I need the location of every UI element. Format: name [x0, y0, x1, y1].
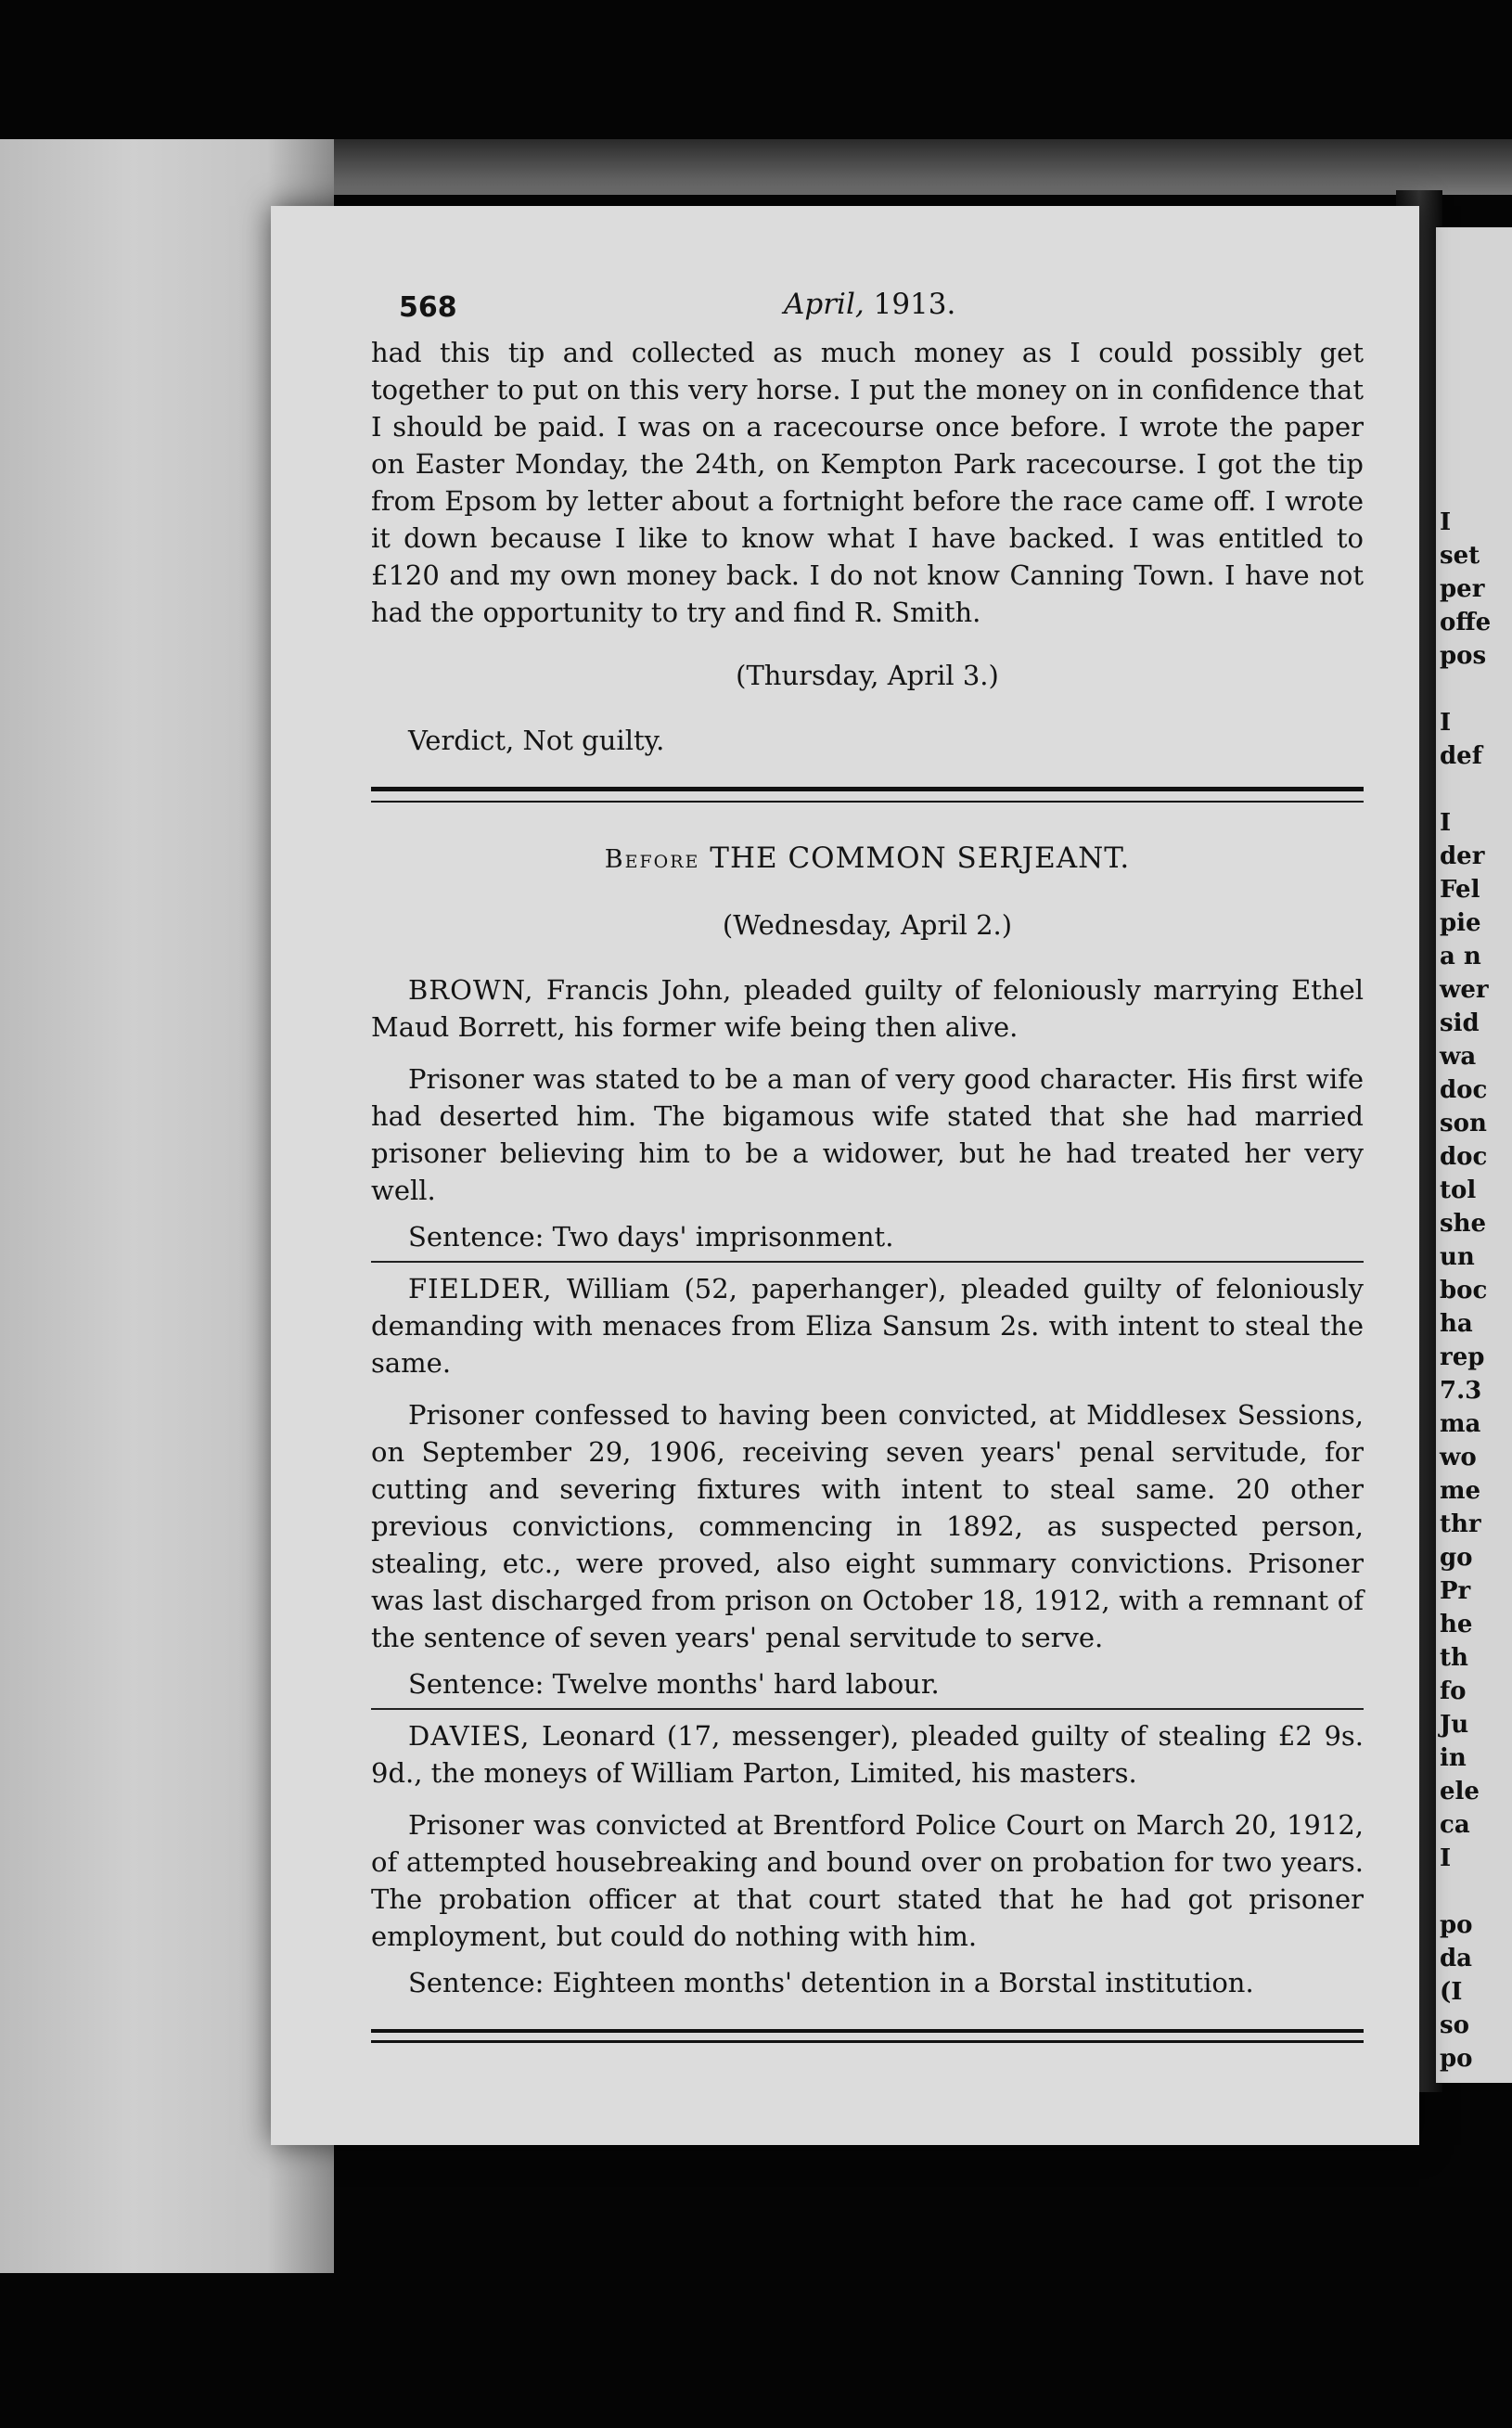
adjacent-text-fragment: un	[1440, 1243, 1475, 1271]
case-sentence: Sentence: Eighteen months' detention in a Borstal institution.	[408, 1967, 1254, 1998]
adjacent-text-fragment: th	[1440, 1644, 1468, 1672]
case-details: Prisoner was convicted at Brentford Police Court on March 20, 1912, of attempted housebreaking and bound over on probation for two years. The probation officer at that court stated that he had got prisoner employment, but could do nothing with him.	[371, 1809, 1364, 1952]
adjacent-text-fragment: doc	[1440, 1143, 1488, 1171]
adjacent-text-fragment: Fel	[1440, 876, 1480, 904]
adjacent-text-fragment: me	[1440, 1477, 1481, 1505]
adjacent-text-fragment: rep	[1440, 1343, 1485, 1371]
end-divider	[371, 2029, 1364, 2043]
case-entry	[371, 1270, 1364, 1702]
adjacent-text-fragment: Pr	[1440, 1577, 1471, 1605]
court-name: THE COMMON SERJEANT.	[710, 841, 1131, 875]
adjacent-text-fragment: Ju	[1440, 1711, 1469, 1739]
running-head-year: 1913.	[873, 288, 956, 321]
adjacent-text-fragment: thr	[1440, 1510, 1481, 1538]
case-details: Prisoner confessed to having been convicted, at Middlesex Sessions, on September 29, 1906, receiving seven years' penal servitude, for cutting and severing fixtures with intent to steal same. 20 other previous convictions, commencing in 1892, as suspected person, stealing, etc., were proved, also eight summary convictions. Prisoner was last discharged from prison on October 18, 1912, with a remnant of the sentence of seven years' penal servitude to serve.	[371, 1399, 1364, 1653]
section-heading	[371, 840, 1364, 879]
adjacent-text-fragment: wo	[1440, 1444, 1477, 1471]
adjacent-text-fragment: he	[1440, 1611, 1473, 1638]
adjacent-text-fragment: wa	[1440, 1043, 1477, 1071]
adjacent-text-fragment	[1440, 673, 1512, 706]
adjacent-text-fragment: po	[1440, 1911, 1473, 1939]
adjacent-text-fragment: def	[1440, 742, 1482, 770]
case-name: FIELDER,	[408, 1273, 553, 1304]
adjacent-text-fragment: boc	[1440, 1277, 1488, 1304]
right-page-top-space	[1436, 227, 1512, 506]
case-divider	[371, 1261, 1364, 1263]
adjacent-text-fragment: I	[1440, 709, 1452, 737]
page-header	[371, 278, 1364, 334]
section-divider	[371, 787, 1364, 803]
adjacent-text-fragment: son	[1440, 1110, 1487, 1137]
case-divider	[371, 1708, 1364, 1710]
adjacent-text-fragment: so	[1440, 2011, 1469, 2039]
case-plea-text: Francis John, pleaded guilty of feloniously marrying Ethel Maud Borrett, his former wife being then alive.	[371, 974, 1365, 1043]
case-sentence: Sentence: Two days' imprisonment.	[408, 1221, 894, 1253]
adjacent-text-fragment: fo	[1440, 1677, 1467, 1705]
adjacent-text-fragment: doc	[1440, 1076, 1488, 1104]
case-plea	[371, 1270, 1364, 1381]
before-label: Before	[604, 845, 700, 874]
case-plea	[371, 971, 1364, 1046]
adjacent-text-fragment: per	[1440, 575, 1485, 603]
adjacent-text-fragment: in	[1440, 1744, 1467, 1772]
case-name: BROWN,	[408, 974, 534, 1006]
adjacent-text-fragment: ca	[1440, 1811, 1470, 1839]
adjacent-text-fragment: offe	[1440, 609, 1492, 636]
adjacent-text-fragment: pie	[1440, 909, 1481, 937]
adjacent-text-fragment: (I	[1440, 1978, 1463, 2006]
page-number: 568	[399, 291, 457, 324]
adjacent-text-fragment	[1440, 773, 1512, 806]
adjacent-text-fragment: I	[1440, 508, 1452, 536]
date-thursday: (Thursday, April 3.)	[736, 660, 999, 691]
case-entry	[371, 971, 1364, 1255]
page-content	[371, 278, 1364, 2080]
verdict: Verdict, Not guilty.	[408, 725, 665, 756]
adjacent-text-fragment: I	[1440, 1844, 1452, 1872]
case-sentence: Sentence: Twelve months' hard labour.	[408, 1668, 940, 1700]
adjacent-text-fragment: ma	[1440, 1410, 1481, 1438]
adjacent-text-fragment	[1440, 1875, 1512, 1908]
adjacent-text-fragment: wer	[1440, 976, 1489, 1004]
case-name: DAVIES,	[408, 1720, 531, 1752]
date-wednesday: (Wednesday, April 2.)	[722, 909, 1013, 941]
adjacent-text-fragment: po	[1440, 2045, 1473, 2073]
running-head-month: April,	[784, 288, 865, 321]
case-plea-text: Leonard (17, messenger), pleaded guilty of stealing £2 9s. 9d., the moneys of William Parton, Limited, his masters.	[371, 1720, 1365, 1789]
case-plea-text: William (52, paperhanger), pleaded guilty of feloniously demanding with menaces from Eliza Sansum 2s. with intent to steal the same.	[371, 1273, 1364, 1379]
adjacent-text-fragment: go	[1440, 1544, 1473, 1572]
adjacent-text-fragment: pos	[1440, 642, 1487, 670]
adjacent-text-fragment: da	[1440, 1945, 1473, 1972]
continued-testimony: had this tip and collected as much money as I could possibly get together to put on this very horse. I put the money on in confidence that I should be paid. I was on a racecourse once before. I wrote the paper on Easter Monday, the 24th, on Kempton Park racecourse. I got the tip from Epsom by letter about a fortnight before the race came off. I wrote it down because I like to know what I have backed. I was entitled to £120 and my own money back. I do not know Canning Town. I have not had the opportunity to try and find R. Smith.	[371, 337, 1364, 628]
adjacent-text-fragment: sid	[1440, 1009, 1480, 1037]
case-plea	[371, 1717, 1364, 1792]
adjacent-text-fragment: set	[1440, 542, 1480, 570]
case-details: Prisoner was stated to be a man of very good character. His first wife had deserted him. The bigamous wife stated that she had married prisoner believing him to be a widower, but he had treated her very well.	[371, 1063, 1364, 1206]
adjacent-text-fragment: ele	[1440, 1778, 1480, 1805]
adjacent-text-fragment: 7.3	[1440, 1377, 1482, 1405]
right-facing-page	[1436, 227, 1512, 2083]
book-page	[271, 206, 1419, 2145]
adjacent-text-fragment: a n	[1440, 943, 1481, 970]
adjacent-text-fragment: ha	[1440, 1310, 1473, 1338]
adjacent-text-fragment: der	[1440, 842, 1485, 870]
adjacent-text-fragment: tol	[1440, 1176, 1477, 1204]
adjacent-text-fragment: she	[1440, 1210, 1487, 1238]
case-entry	[371, 1717, 1364, 2001]
running-head	[784, 286, 955, 323]
adjacent-text-fragment: I	[1440, 809, 1452, 837]
